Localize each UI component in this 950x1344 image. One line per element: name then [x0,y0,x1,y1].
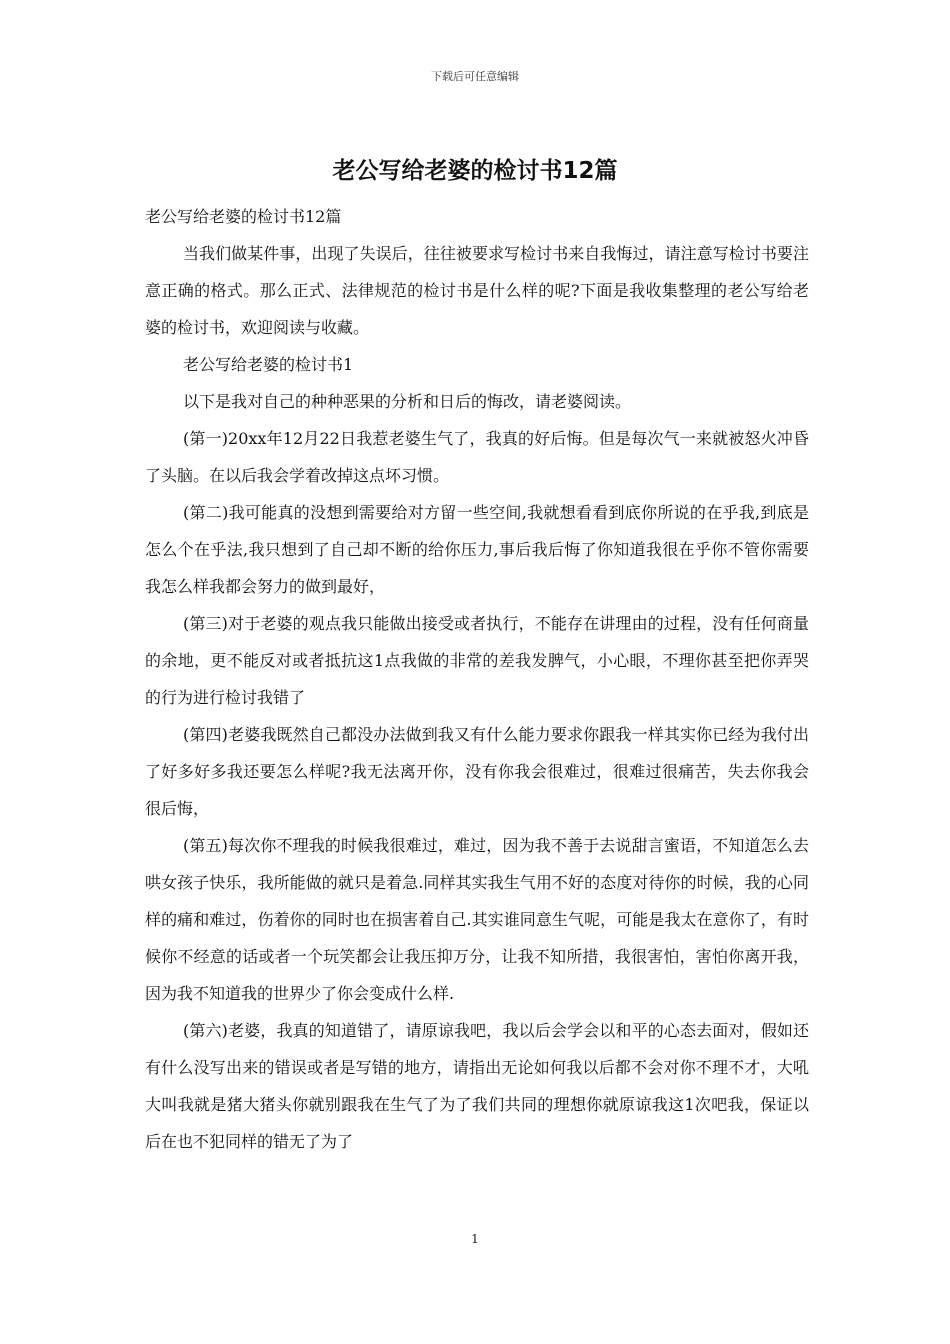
document-title: 老公写给老婆的检讨书12篇 [332,158,618,184]
body-paragraph: (第六)老婆，我真的知道错了，请原谅我吧，我以后会学会以和平的心态去面对，假如还有什么没写出来的错误或者是写错的地方，请指出无论如何我以后都不会对你不理不才，大吼大叫我就是猪大猪头你就别跟我在生气了为了我们共同的理想你就原谅我这1次吧我，保证以后在也不犯同样的错无了为了 [145,1021,809,1151]
intro-paragraph: 当我们做某件事，出现了失误后，往往被要求写检讨书来自我悔过，请注意写检讨书要注意正确的格式。那么正式、法律规范的检讨书是什么样的呢?下面是我收集整理的老公写给老婆的检讨书，欢迎阅读与收藏。 [145,244,809,337]
body-paragraph: (第二)我可能真的没想到需要给对方留一些空间,我就想看看到底你所说的在乎我,到底是怎么个在乎法,我只想到了自己却不断的给你压力,事后我后悔了你知道我很在乎你不管你需要我怎么样我都会努力的做到最好， [145,503,809,596]
body-paragraph: (第五)每次你不理我的时候我很难过，难过，因为我不善于去说甜言蜜语，不知道怎么去哄女孩子快乐，我所能做的就只是着急.同样其实我生气用不好的态度对待你的时候，我的心同样的痛和难过，伤着你的同时也在损害着自己.其实谁同意生气呢，可能是我太在意你了，有时候你不经意的话或者一个玩笑都会让我压抑万分，让我不知所措，我很害怕，害怕你离开我，因为我不知道我的世界少了你会变成什么样. [145,836,809,1003]
body-paragraph: (第三)对于老婆的观点我只能做出接受或者执行，不能存在讲理由的过程，没有任何商量的余地，更不能反对或者抵抗这1点我做的非常的差我发脾气，小心眼，不理你甚至把你弄哭的行为进行检讨我错了 [145,614,809,707]
header-note: 下载后可任意编辑 [431,70,519,83]
page-number: 1 [471,1232,479,1246]
body-paragraph: (第一)20xx年12月22日我惹老婆生气了，我真的好后悔。但是每次气一来就被怒火冲昏了头脑。在以后我会学着改掉这点坏习惯。 [145,429,809,485]
body-paragraph: (第四)老婆我既然自己都没办法做到我又有什么能力要求你跟我一样其实你已经为我付出了好多好多我还要怎么样呢?我无法离开你，没有你我会很难过，很难过很痛苦，失去你我会很后悔， [145,725,809,818]
body-paragraph: 以下是我对自己的种种恶果的分析和日后的悔改，请老婆阅读。 [183,392,632,411]
document-body [145,198,809,1160]
section-heading: 老公写给老婆的检讨书1 [183,355,354,374]
subtitle-paragraph: 老公写给老婆的检讨书12篇 [145,207,342,226]
